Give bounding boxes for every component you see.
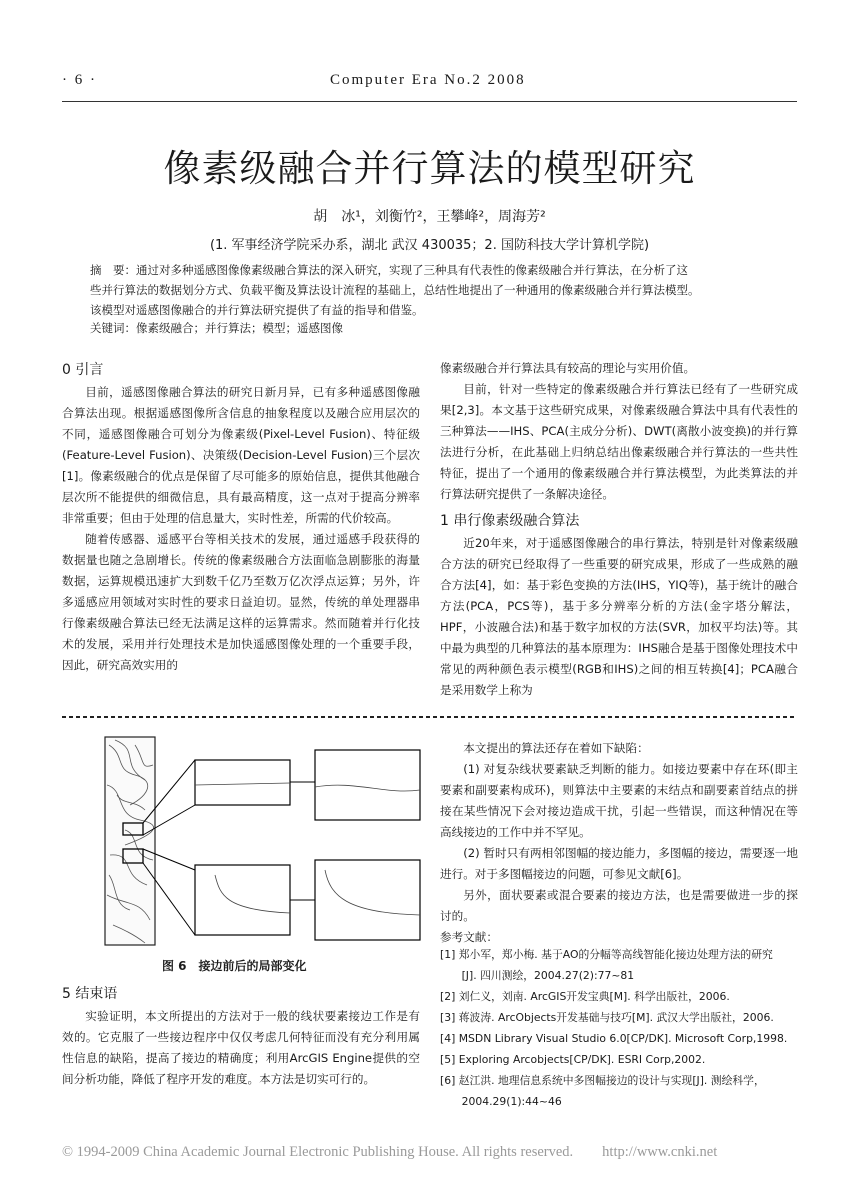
reference-item: [3] 蒋波涛. ArcObjects开发基础与技巧[M]. 武汉大学出版社，2006. (440, 1011, 774, 1024)
references-title: 参考文献： (440, 930, 498, 944)
abstract-line-3: 该模型对遥感图像融合的并行算法研究提供了有益的指导和借鉴。 (90, 303, 424, 317)
reference-item: [4] MSDN Library Visual Studio 6.0[CP/DK]. Microsoft Corp,1998. (440, 1032, 788, 1045)
inset-before-1 (195, 760, 290, 805)
inset-before-2 (195, 865, 290, 935)
reference-list (440, 944, 798, 1112)
reference-item: 2004.29(1):44~46 (440, 1095, 562, 1108)
intro-paragraph-3: 像素级融合并行算法具有较高的理论与实用价值。 (440, 361, 696, 375)
abstract-line-2: 些并行算法的数据划分方式、负载平衡及算法设计流程的基础上，总结性地提出了一种通用的像素级融合并行算法模型。 (90, 283, 700, 297)
abstract-line-1: 通过对多种遥感图像像素级融合算法的深入研究，实现了三种具有代表性的像素级融合并行算法，在分析了这 (136, 263, 688, 277)
figure-6 (95, 735, 445, 955)
reference-item: [J]. 四川测绘，2004.27(2):77~81 (440, 969, 635, 982)
reference-item: [6] 赵江洪. 地理信息系统中多图幅接边的设计与实现[J]. 测绘科学， (440, 1074, 765, 1087)
left-column (62, 358, 420, 676)
lower-right-column (440, 738, 798, 948)
keywords (90, 320, 770, 336)
conclusion-paragraph: 实验证明，本文所提出的方法对于一般的线状要素接边工作是有效的。它克服了一些接边程序中仅仅考虑几何特征而没有充分利用属性信息的缺陷，提高了接边的精确度；利用ArcGIS Engine提供的空间分析功能，降低了程序开发的难度。本方法是切实可行的。 (62, 1009, 420, 1086)
lower-left-column (62, 982, 420, 1090)
reference-item: [1] 郑小军，郑小梅. 基于AO的分幅等高线智能化接边处理方法的研究 (440, 948, 773, 961)
authors: 胡 冰¹，刘衡竹²，王攀峰²，周海芳² (313, 209, 546, 225)
figure-caption: 图 6 接边前后的局部变化 (162, 959, 307, 973)
keywords-text: 像素级融合；并行算法；模型；遥感图像 (136, 321, 343, 335)
page-number: · 6 · (62, 72, 97, 88)
header-rule (62, 101, 797, 102)
article-separator (62, 716, 797, 718)
copyright-footer: © 1994-2009 China Academic Journal Electronic Publishing House. All rights reserved. http://www.cnki.net (62, 1144, 718, 1160)
section-1-title: 1 串行像素级融合算法 (440, 513, 580, 529)
map-strip (105, 737, 155, 945)
further-work: 另外，面状要素或混合要素的接边方法，也是需要做进一步的探讨的。 (440, 888, 798, 923)
section-1-paragraph: 近20年来，对于遥感图像融合的串行算法，特别是针对像素级融合方法的研究已经取得了一些重要的研究成果，形成了一些成熟的融合方法[4]，如：基于彩色变换的方法(IHS，YIQ等)，基于统计的融合方法(PCA，PCS等)，基于多分辨率分析的方法(金字塔分解法，HPF，小波融合法)和基于数字加权的方法(SVR，加权平均法)等。其中最为典型的几种算法的基本原理为：IHS融合是基于图像处理技术中常见的两种颜色表示模型(RGB和IHS)之间的相互转换[4]；PCA融合是采用数学上称为 (440, 536, 798, 697)
right-column (440, 358, 798, 701)
intro-paragraph-4: 目前，针对一些特定的像素级融合并行算法已经有了一些研究成果[2,3]。本文基于这些研究成果，对像素级融合算法中具有代表性的三种算法——IHS、PCA(主成分分析)、DWT(离散小波变换)的并行算法进行分析，在此基础上归纳总结出像素级融合并行算法的一些共性特征，提出了一个通用的像素级融合并行算法模型，为此类算法的并行算法研究提供了一条解决途径。 (440, 382, 798, 501)
intro-paragraph-2: 随着传感器、遥感平台等相关技术的发展，通过遥感手段获得的数据量也随之急剧增长。传统的像素级融合方法面临急剧膨胀的海量数据，运算规模迅速扩大到数千亿乃至数万亿次浮点运算；另外，许多遥感应用领域对实时性的要求日益迫切。显然，传统的单处理器串行像素级融合算法已经无法满足这样的运算需求。然而随着并行化技术的发展，采用并行处理技术是加快遥感图像处理的一个重要手段，因此，研究高效实用的 (62, 532, 420, 672)
abstract-label: 摘 要： (90, 263, 136, 277)
journal-header: Computer Era No.2 2008 (330, 72, 526, 88)
section-0-title: 0 引言 (62, 362, 104, 378)
inset-after-2 (315, 860, 420, 940)
keywords-label: 关键词： (90, 321, 136, 335)
defect-1: (1) 对复杂线状要素缺乏判断的能力。如接边要素中存在环(即主要素和副要素构成环)，则算法中主要素的末结点和副要素首结点的拼接在某些情况下会对接边造成干扰，引起一些错误，而这种情况在等高线接边的工作中并不罕见。 (440, 762, 798, 839)
intro-paragraph-1: 目前，遥感图像融合算法的研究日新月异，已有多种遥感图像融合算法出现。根据遥感图像所含信息的抽象程度以及融合应用层次的不同，遥感图像融合可划分为像素级(Pixel-Level Fusion)、特征级(Feature-Level Fusion)、决策级(Decision-Level Fusion)三个层次[1]。像素级融合的优点是保留了尽可能多的原始信息，提供其他融合层次所不能提供的细微信息，具有最高精度，这一点对于提高分辨率非常重要；但由于处理的信息量大，实时性差，所需的代价较高。 (62, 385, 420, 525)
affiliation: (1. 军事经济学院采办系，湖北 武汉 430035；2. 国防科技大学计算机学院) (209, 238, 650, 253)
paper-title: 像素级融合并行算法的模型研究 (163, 147, 696, 190)
defects-intro: 本文提出的算法还存在着如下缺陷： (463, 741, 649, 755)
abstract (90, 260, 770, 320)
section-5-title: 5 结束语 (62, 986, 118, 1002)
defect-2: (2) 暂时只有两相邻图幅的接边能力，多图幅的接边，需要逐一地进行。对于多图幅接边的问题，可参见文献[6]。 (440, 846, 798, 881)
reference-item: [5] Exploring Arcobjects[CP/DK]. ESRI Corp,2002. (440, 1053, 706, 1066)
reference-item: [2] 刘仁义，刘南. ArcGIS开发宝典[M]. 科学出版社，2006. (440, 990, 730, 1003)
